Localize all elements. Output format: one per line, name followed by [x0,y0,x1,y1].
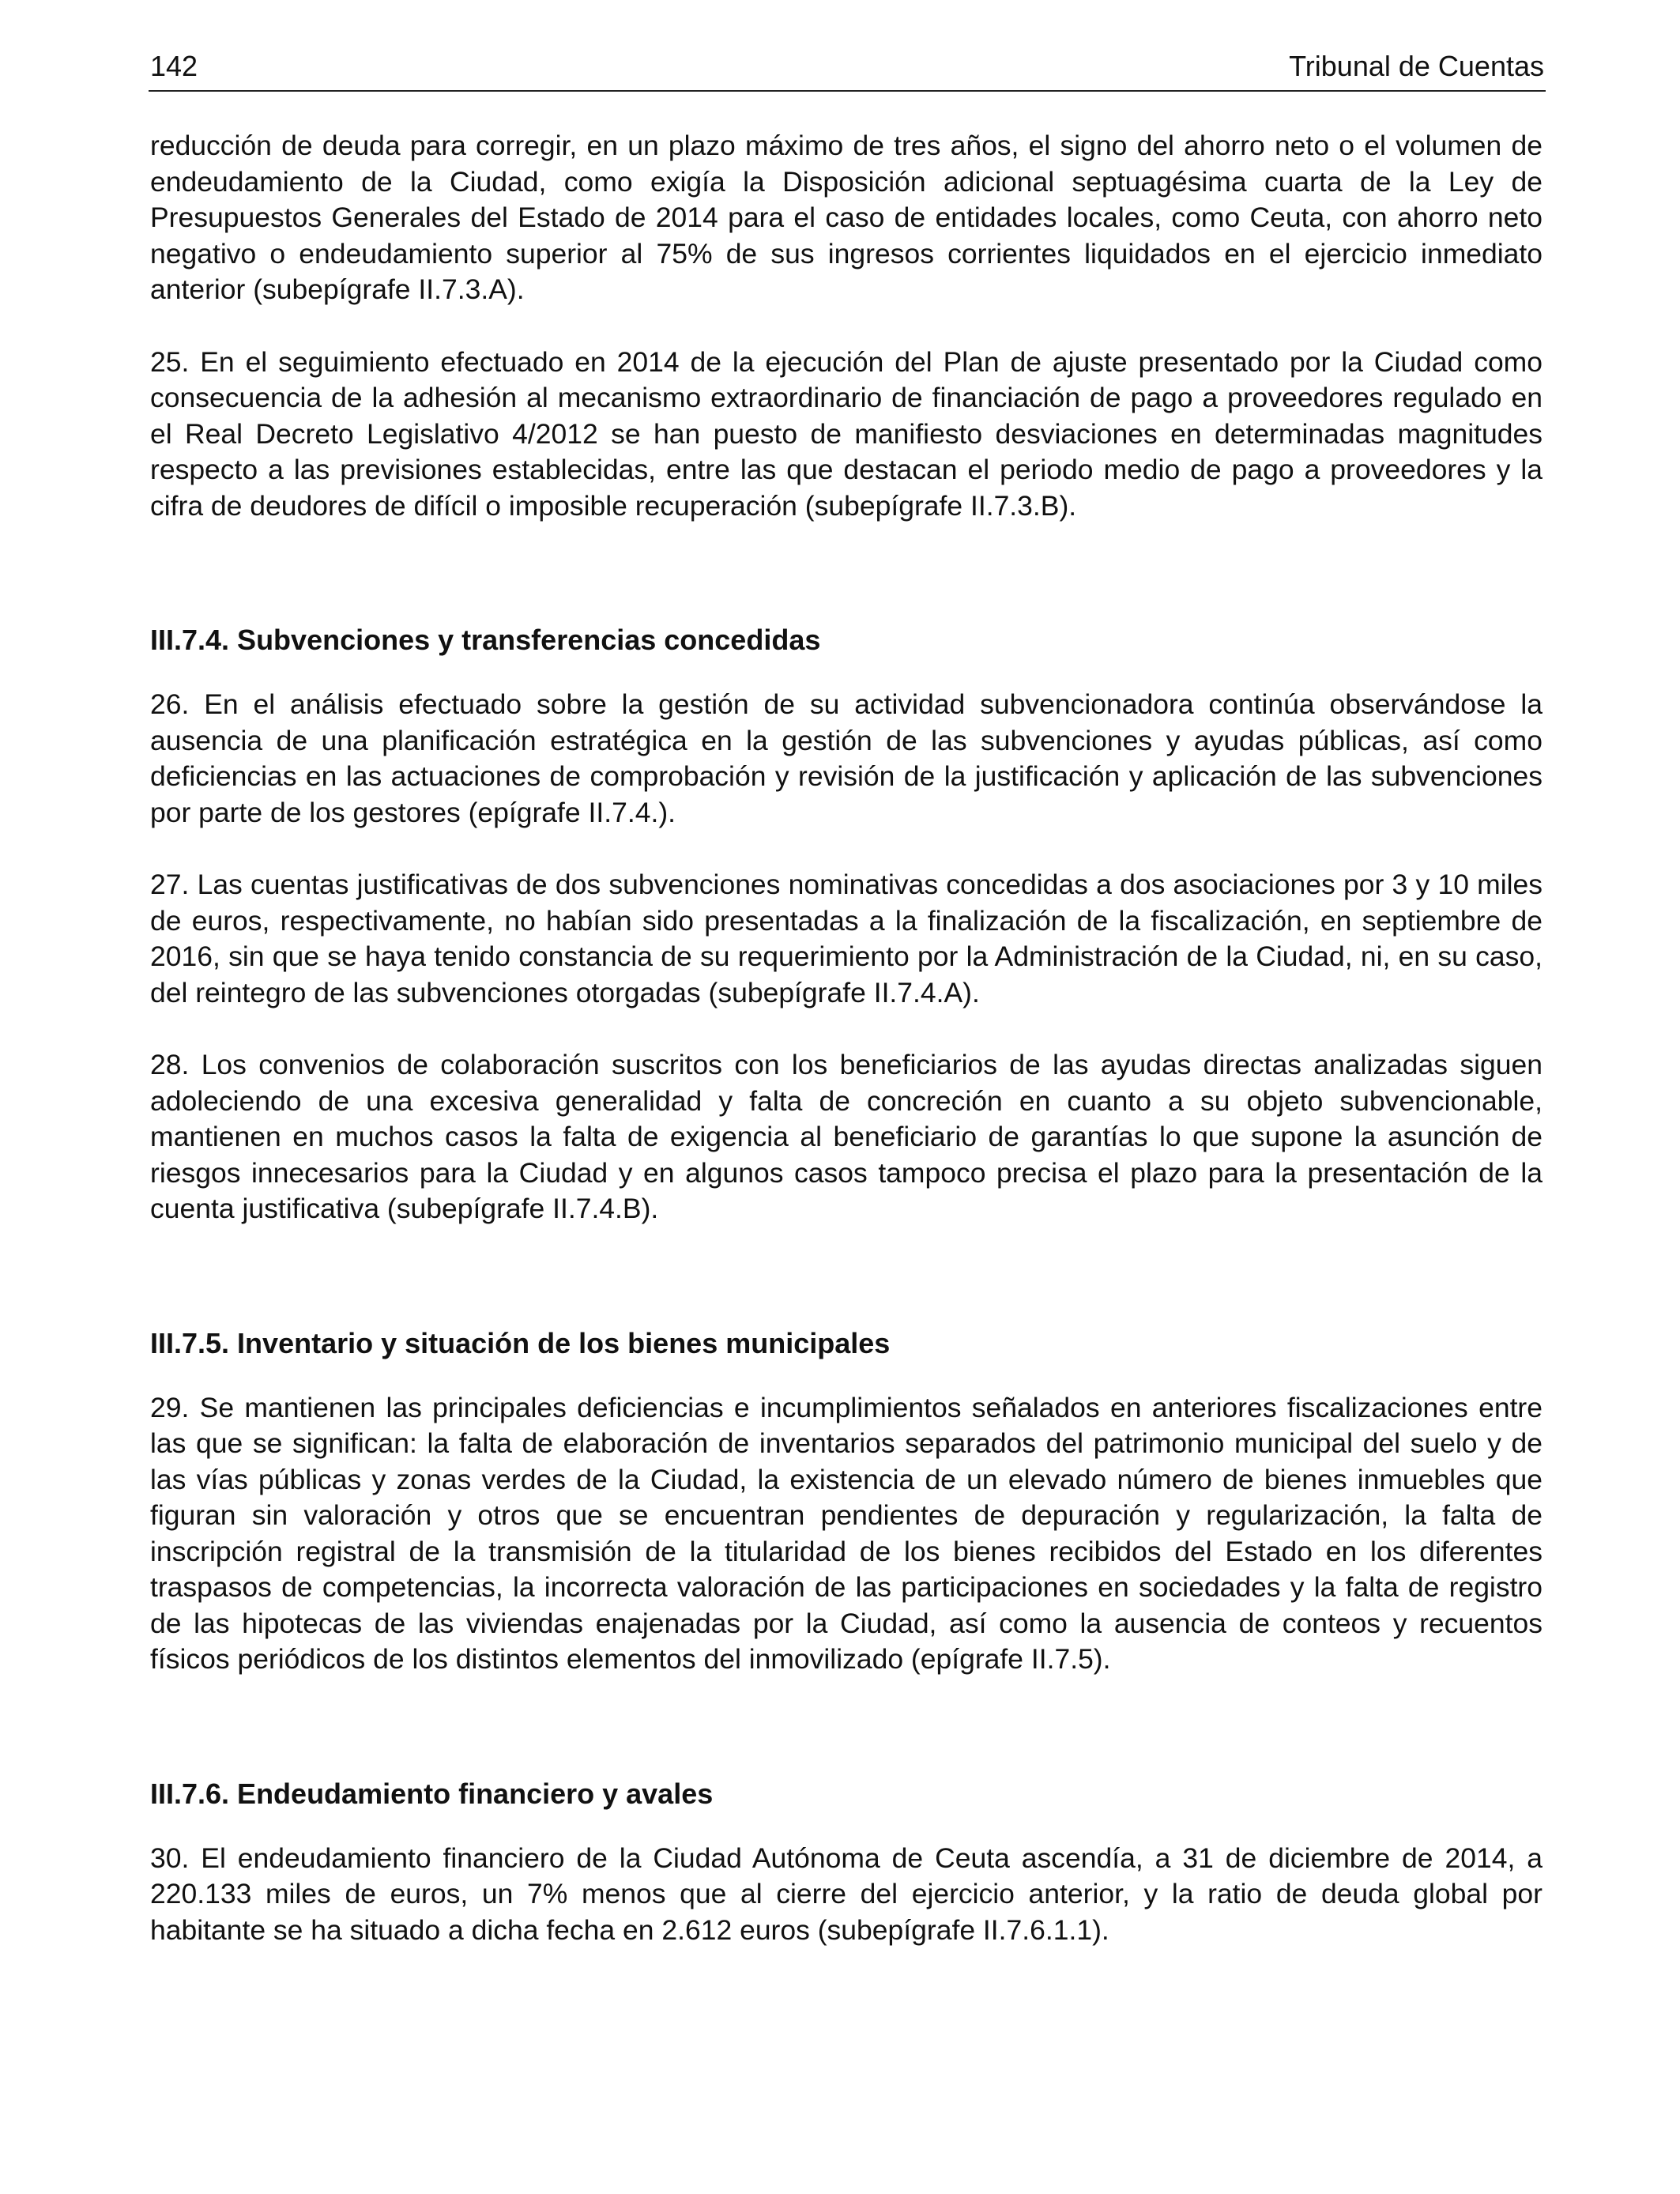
paragraph-30: 30. El endeudamiento financiero de la Ciudad Autónoma de Ceuta ascendía, a 31 de diciembre de 2014, a 220.133 miles de euros, un 7% menos que al cierre del ejercicio anterior, y la ratio de deuda global por habitante se ha situado a dicha fecha en 2.612 euros (subepígrafe II.7.6.1.1). [150,1842,1543,1946]
spacer [150,1362,1543,1390]
paragraph-26: 26. En el análisis efectuado sobre la gestión de su actividad subvencionadora continúa observándose la ausencia de una planificación estratégica en la gestión de las subvenciones y ayudas públicas, así como deficiencias en las actuaciones de comprobación y revisión de la justificación y aplicación de las subvenciones por parte de los gestores (epígrafe II.7.4.). [150,688,1543,828]
page-number: 142 [150,50,198,82]
paragraph-29: 29. Se mantienen las principales deficiencias e incumplimientos señalados en anteriores fiscalizaciones entre las que se significan: la falta de elaboración de inventarios separados del patrimonio municipal del suelo y de las vías públicas y zonas verdes de la Ciudad, la existencia de un elevado número de bienes inmuebles que figuran sin valoración y otros que se encuentran pendientes de depuración y regularización, la falta de inscripción registral de la transmisión de la titularidad de los bienes recibidos del Estado en los diferentes traspasos de competencias, la incorrecta valoración de las participaciones en sociedades y la falta de registro de las hipotecas de las viviendas enajenadas por la Ciudad, así como la ausencia de conteos y recuentos físicos periódicos de los distintos elementos del inmovilizado (epígrafe II.7.5). [150,1391,1543,1675]
page-header [149,46,1546,92]
running-title: Tribunal de Cuentas [1289,50,1544,82]
paragraph-intro: reducción de deuda para corregir, en un plazo máximo de tres años, el signo del ahorro neto o el volumen de endeudamiento de la Ciudad, como exigía la Disposición adicional septuagésima cuarta de la Ley de Presupuestos Generales del Estado de 2014 para el caso de entidades locales, como Ceuta, con ahorro neto negativo o endeudamiento superior al 75% de sus ingresos corrientes liquidados en el ejercicio inmediato anterior (subepígrafe II.7.3.A). [150,130,1543,305]
spacer [150,831,1543,867]
section-heading-775: III.7.5. Inventario y situación de los bienes municipales [150,1326,891,1359]
document-body [150,128,1543,1948]
spacer [150,1011,1543,1047]
spacer [150,1227,1543,1325]
spacer [150,1678,1543,1776]
spacer [150,1812,1543,1841]
section-heading-776: III.7.6. Endeudamiento financiero y avales [150,1777,714,1810]
paragraph-28: 28. Los convenios de colaboración suscritos con los beneficiarios de las ayudas directas analizadas siguen adoleciendo de una excesiva generalidad y falta de concreción en cuanto a su objeto subvencionable, mantienen en muchos casos la falta de exigencia al beneficiario de garantías lo que supone la asunción de riesgos innecesarios para la Ciudad y en algunos casos tampoco precisa el plazo para la presentación de la cuenta justificativa (subepígrafe II.7.4.B). [150,1049,1543,1224]
spacer [150,658,1543,687]
paragraph-25: 25. En el seguimiento efectuado en 2014 de la ejecución del Plan de ajuste presentado por la Ciudad como consecuencia de la adhesión al mecanismo extraordinario de financiación de pago a proveedores regulado en el Real Decreto Legislativo 4/2012 se han puesto de manifiesto desviaciones en determinadas magnitudes respecto a las previsiones establecidas, entre las que destacan el periodo medio de pago a proveedores y la cifra de deudores de difícil o imposible recuperación (subepígrafe II.7.3.B). [150,345,1543,522]
spacer [150,524,1543,622]
spacer [150,308,1543,345]
paragraph-27: 27. Las cuentas justificativas de dos subvenciones nominativas concedidas a dos asociaciones por 3 y 10 miles de euros, respectivamente, no habían sido presentadas a la finalización de la fiscalización, en septiembre de 2016, sin que se haya tenido constancia de su requerimiento por la Administración de la Ciudad, ni, en su caso, del reintegro de las subvenciones otorgadas (subepígrafe II.7.4.A). [150,869,1543,1008]
section-heading-774: III.7.4. Subvenciones y transferencias concedidas [150,624,821,656]
